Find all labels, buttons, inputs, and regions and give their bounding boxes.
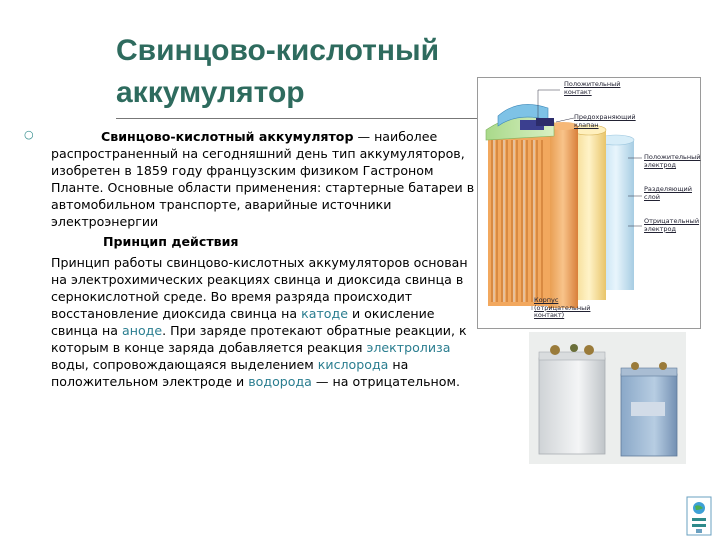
battery-cutaway-diagram	[477, 77, 701, 329]
link-electrolysis[interactable]: электролиза	[366, 340, 451, 355]
battery-cells-illustration	[529, 332, 686, 464]
globe-nav-icon-graphic	[686, 496, 712, 536]
intro-text: — наиболее распространенный на сегодняшний день тип аккумуляторов, изобретен в 1859 году французским физиком Гастроном Планте. Основные области применения: стартерные батареи в автомобильном транспорте, аварийные источники электроэнергии	[51, 129, 475, 229]
callout-separator: Разделяющий слой	[644, 185, 692, 201]
link-cathode[interactable]: катоде	[301, 306, 348, 321]
globe-nav-icon[interactable]	[686, 496, 712, 536]
callout-positive-electrode: Положительный электрод	[644, 153, 701, 169]
principle-text-4: воды, сопровождающаяся выделением	[51, 357, 318, 372]
hollow-circle-bullet-icon: ○	[24, 128, 34, 141]
title-underline	[116, 118, 478, 119]
callout-negative-electrode: Отрицательный электрод	[644, 217, 700, 233]
callout-case: Корпус (отрицательный контакт)	[534, 296, 591, 319]
principle-text-5: на положительном электроде и	[51, 357, 409, 389]
battery-cells-photo	[529, 332, 686, 464]
plate-stack	[488, 136, 550, 306]
section-heading: Принцип действия	[103, 234, 239, 249]
callout-positive-contact: Положительный контакт	[564, 80, 621, 96]
slide-body	[51, 128, 476, 390]
callout-safety-valve: Предохраняющий клапан	[574, 113, 636, 129]
intro-bold-term: Свинцово-кислотный аккумулятор	[101, 129, 354, 144]
principle-text-2: и окисление свинца на	[51, 306, 435, 338]
principle-paragraph	[51, 254, 476, 390]
principle-text-6: — на отрицательном.	[311, 374, 460, 389]
principle-text-3: . При заряде протекают обратные реакции, к которым в конце заряда добавляется реакция	[51, 323, 467, 355]
slide-title: Свинцово-кислотный аккумулятор	[116, 34, 440, 109]
link-oxygen[interactable]: кислорода	[317, 357, 389, 372]
principle-text-1: Принцип работы свинцово-кислотных аккумуляторов основан на электрохимических реакциях свинца и диоксида свинца в сернокислотной среде. Во время разряда происходит восстановление диоксида свинца на	[51, 255, 468, 321]
intro-paragraph	[51, 128, 476, 230]
link-hydrogen[interactable]: водорода	[248, 374, 312, 389]
link-anode[interactable]: аноде	[122, 323, 163, 338]
